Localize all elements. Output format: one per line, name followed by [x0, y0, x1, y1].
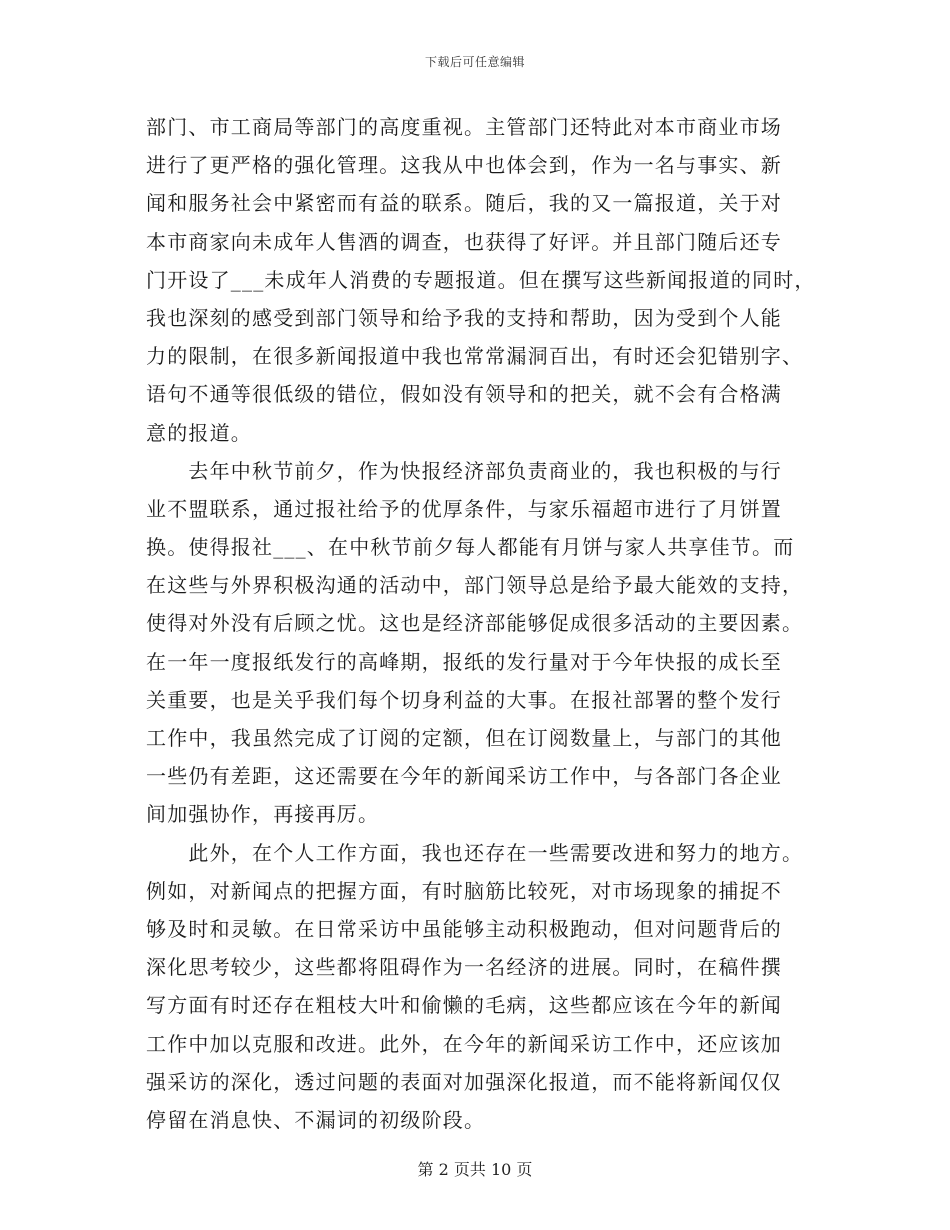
text-line: 我也深刻的感受到部门领导和给予我的支持和帮助，因为受到个人能: [146, 305, 782, 330]
text-line: 在一年一度报纸发行的高峰期，报纸的发行量对于今年快报的成长至: [146, 649, 782, 674]
text-line: 深化思考较少，这些都将阻碍作为一名经济的进展。同时，在稿件撰: [146, 955, 782, 980]
text-line: 强采访的深化，透过问题的表面对加强深化报道，而不能将新闻仅仅: [146, 1069, 782, 1094]
text-line: 意的报道。: [146, 420, 252, 445]
page-footer: 第 2 页共 10 页: [417, 1160, 533, 1179]
text-line: 闻和服务社会中紧密而有益的联系。随后，我的又一篇报道，关于对: [146, 191, 782, 216]
text-line: 门开设了___未成年人消费的专题报道。但在撰写这些新闻报道的同时，: [146, 267, 816, 292]
text-line: 去年中秋节前夕，作为快报经济部负责商业的，我也积极的与行: [146, 458, 782, 483]
text-line: 进行了更严格的强化管理。这我从中也体会到，作为一名与事实、新: [146, 153, 782, 178]
text-line: 此外，在个人工作方面，我也还存在一些需要改进和努力的地方。: [146, 840, 804, 865]
document-body: [146, 108, 816, 1139]
page-header: 下载后可任意编辑: [424, 55, 525, 69]
text-line: 够及时和灵敏。在日常采访中虽能够主动积极跑动，但对问题背后的: [146, 916, 782, 941]
text-line: 关重要，也是关乎我们每个切身利益的大事。在报社部署的整个发行: [146, 687, 782, 712]
text-line: 本市商家向未成年人售酒的调查，也获得了好评。并且部门随后还专: [146, 229, 782, 254]
text-line: 业不盟联系，通过报社给予的优厚条件，与家乐福超市进行了月饼置: [146, 496, 782, 521]
text-line: 部门、市工商局等部门的高度重视。主管部门还特此对本市商业市场: [146, 115, 782, 139]
text-line: 力的限制，在很多新闻报道中我也常常漏洞百出，有时还会犯错别字、: [146, 344, 804, 369]
text-line: 例如，对新闻点的把握方面，有时脑筋比较死，对市场现象的捕捉不: [146, 878, 782, 903]
text-line: 换。使得报社___、在中秋节前夕每人都能有月饼与家人共享佳节。而: [146, 535, 795, 560]
text-line: 一些仍有差距，这还需要在今年的新闻采访工作中，与各部门各企业: [146, 764, 782, 789]
text-line: 停留在消息快、不漏词的初级阶段。: [146, 1107, 486, 1132]
text-line: 在这些与外界积极沟通的活动中，部门领导总是给予最大能效的支持，: [146, 573, 804, 598]
text-line: 写方面有时还存在粗枝大叶和偷懒的毛病，这些都应该在今年的新闻: [146, 993, 782, 1018]
text-line: 工作中加以克服和改进。此外，在今年的新闻采访工作中，还应该加: [146, 1031, 782, 1056]
text-line: 使得对外没有后顾之忧。这也是经济部能够促成很多活动的主要因素。: [146, 611, 804, 636]
text-line: 工作中，我虽然完成了订阅的定额，但在订阅数量上，与部门的其他: [146, 726, 782, 750]
text-line: 语句不通等很低级的错位，假如没有领导和的把关，就不会有合格满: [146, 382, 782, 407]
text-line: 间加强协作，再接再厉。: [146, 802, 380, 827]
